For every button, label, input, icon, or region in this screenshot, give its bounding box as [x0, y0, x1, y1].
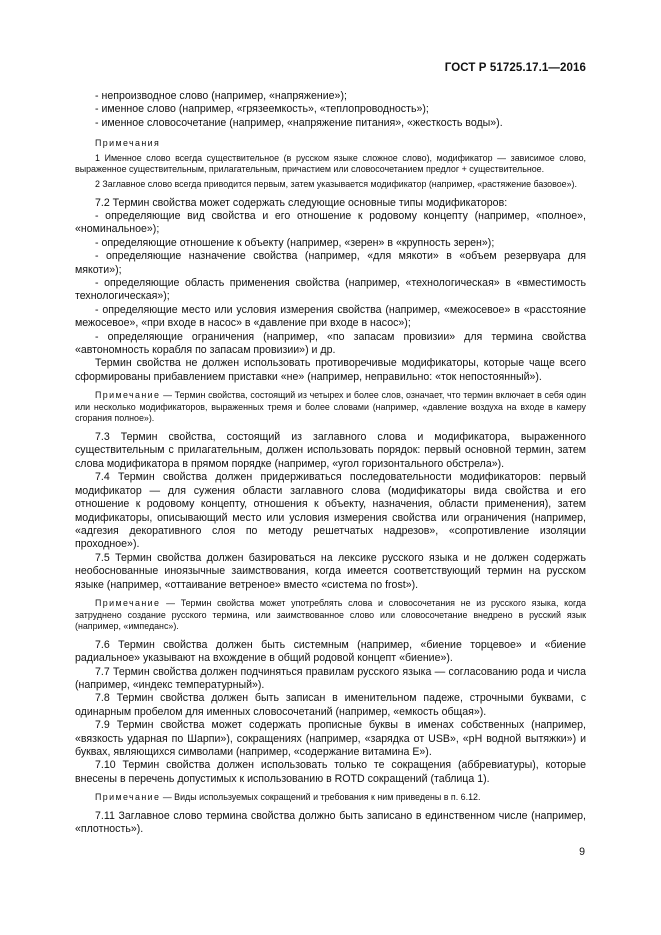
note-paragraph: Примечание — Термин свойства может употреблять слова и словосочетания не из русского языка, когда затруднено создание русского термина, или заимствованное слово или словосочетание внедрено в русский язык (например, «импеданс»).	[75, 597, 586, 632]
note-label: Примечание	[95, 390, 161, 401]
section-7-2-lead: 7.2 Термин свойства может содержать следующие основные типы модификаторов:	[95, 196, 508, 209]
page-number: 9	[579, 846, 585, 858]
note-label: Примечание	[95, 792, 161, 803]
notes-label: Примечания	[95, 138, 161, 149]
note-label: Примечание	[95, 597, 161, 608]
list-item: - именное слово (например, «грязеемкость», «теплопроводность»);	[95, 103, 429, 116]
section-7-7: 7.7 Термин свойства должен подчиняться правилам русского языка — согласованию рода и числа (например, «индекс температурный»).	[75, 665, 586, 691]
section-7-3: 7.3 Термин свойства, состоящий из заглавного слова и модификатора, выраженного существительным с прилагательным, должен использовать порядок: первый основной термин, затем слова модификатора в прямом порядке (например, «угол горизонтального обстрела»).	[75, 431, 586, 470]
document-header: ГОСТ Р 51725.17.1—2016	[444, 62, 586, 74]
note-paragraph: Примечание — Виды используемых сокращений и требования к ним приведены в п. 6.12.	[95, 792, 481, 803]
section-7-2-tail: Термин свойства не должен использовать противоречивые модификаторы, которые чаще всего сформированы прибавлением приставки «не» (например, неправильно: «ток непостоянный»).	[75, 357, 586, 383]
section-7-4: 7.4 Термин свойства должен придерживаться последовательности модификаторов: первый модификатор — для сужения области заглавного слова (модификаторы вида свойства и его отношение к родовому концепту, отношения к объекту, назначения, области применения), затем модификаторы, описывающий место или условия измерения свойства или ограничения (например, «адгезия декоративного слоя по методу решетчатых надрезов», «сопротивление изоляции проходное»).	[75, 471, 586, 551]
list-item: - определяющие ограничения (например, «по запасам провизии» для термина свойства «автономность корабля по запасам провизии») и др.	[75, 330, 586, 357]
section-7-10: 7.10 Термин свойства должен использовать только те сокращения (аббревиатуры), которые внесены в перечень допустимых к использованию в ROTD сокращений (таблица 1).	[75, 759, 586, 785]
list-item: - определяющие вид свойства и его отношение к родовому концепту (например, «полное», «номинальное»);	[75, 210, 586, 236]
note-item: 2 Заглавное слово всегда приводится первым, затем указывается модификатор (например, «растяжение базовое»).	[95, 179, 577, 189]
section-7-8: 7.8 Термин свойства должен быть записан в именительном падеже, строчными буквами, с одинарным пробелом для именных словосочетаний (например, «емкость общая»).	[75, 692, 586, 718]
section-7-11: 7.11 Заглавное слово термина свойства должно быть записано в единственном числе (например, «плотность»).	[75, 809, 586, 836]
section-7-9: 7.9 Термин свойства может содержать прописные буквы в именах собственных (например, «вязкость ударная по Шарпи»), сокращениях (например, «зарядка от USB», «pH водной вытяжки») и буквах, являющихся символами (например, «содержание витамина Е»).	[75, 719, 586, 758]
note-paragraph: Примечание — Термин свойства, состоящий из четырех и более слов, означает, что термин включает в себя один или несколько модификаторов, выраженных тремя и более словами (например, «давление воздуха на входе в камеру сгорания полное»).	[75, 390, 586, 424]
list-item: - определяющие отношение к объекту (например, «зерен» в «крупность зерен»);	[95, 236, 495, 249]
section-7-6: 7.6 Термин свойства должен быть системным (например, «биение торцевое» и «биение радиальное» указывают на вхождение в общий родовой концепт «биение»).	[75, 638, 586, 665]
list-item: - определяющие место или условия измерения свойства (например, «межосевое» в «расстояние межосевое», «при входе в насос» в «давление при входе в насос»);	[75, 303, 586, 330]
list-item: - именное словосочетание (например, «напряжение питания», «жесткость воды»).	[95, 116, 503, 129]
section-7-5: 7.5 Термин свойства должен базироваться на лексике русского языка и не должен содержать необоснованные иноязычные заимствования, когда имеется соответствующий термин на русском языке (например, «оттаивание ветреное» вместо «система no frost»).	[75, 551, 586, 591]
list-item: - определяющие назначение свойства (например, «для мякоти» в «объем резервуара для мякоти»);	[75, 250, 586, 276]
list-item: - определяющие область применения свойства (например, «технологическая» в «вместимость технологическая»);	[75, 277, 586, 303]
document-body	[75, 90, 586, 837]
list-item: - непроизводное слово (например, «напряжение»);	[95, 90, 347, 102]
note-item: 1 Именное слово всегда существительное (в русском языке сложное слово), модификатор — зависимое слово, выраженное существительным, прилагательным, причастием или словосочетанием предлог + существительное.	[75, 152, 586, 175]
